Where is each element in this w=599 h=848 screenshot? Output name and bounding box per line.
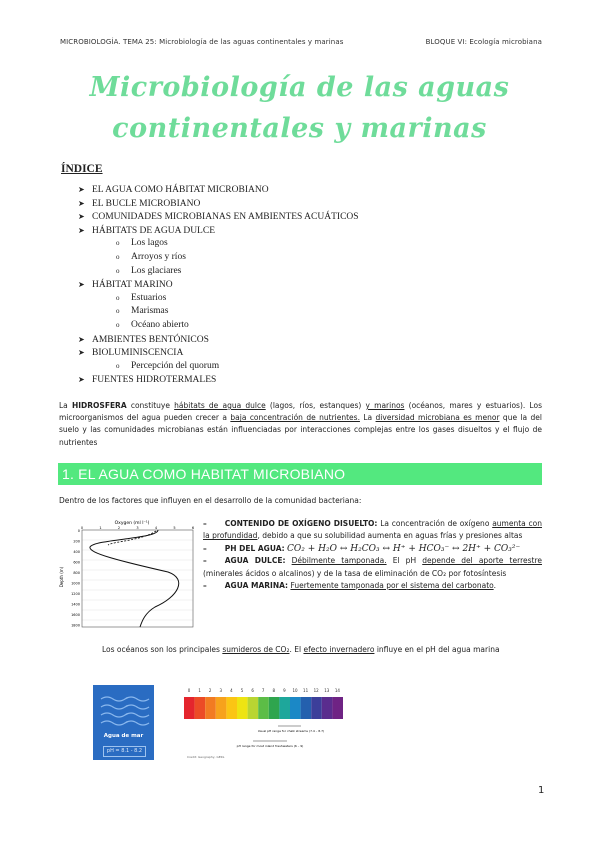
circle-bullet-icon: o <box>116 293 120 302</box>
index-item-label: AMBIENTES BENTÓNICOS <box>92 334 209 345</box>
ph-color-swatch <box>248 697 259 719</box>
graph-ytick: 800 <box>73 571 80 575</box>
ocean-paragraph: Los océanos son los principales sumideros de CO₂. El efecto invernadero influye en el pH del agua marina <box>102 645 500 654</box>
index-item-label: Arroyos y ríos <box>131 251 186 262</box>
ph-color-swatch <box>258 697 269 719</box>
ph-number: 10 <box>292 688 298 693</box>
seawater-ph-card <box>93 685 154 760</box>
index-subitem <box>78 319 498 333</box>
ph-number: 11 <box>303 688 309 693</box>
graph-ytick: 400 <box>73 550 80 554</box>
ph-number: 14 <box>334 688 340 693</box>
section-lead: Dentro de los factores que influyen en el desarrollo de la comunidad bacteriana: <box>59 496 362 505</box>
graph-ytick: 1000 <box>71 581 80 586</box>
ph-number: 4 <box>230 688 233 693</box>
ph-color-swatch <box>184 697 195 719</box>
arrow-bullet-icon: ➤ <box>78 348 85 358</box>
index-item-label: Los lagos <box>131 238 168 249</box>
ph-color-swatch <box>195 697 206 719</box>
index-subitem <box>78 360 498 374</box>
index-item-label: BIOLUMINISCENCIA <box>92 348 184 359</box>
section-heading-bar <box>58 463 542 485</box>
graph-ylabel: Depth (m) <box>59 566 64 588</box>
ph-number: 6 <box>251 688 254 693</box>
ph-number: 9 <box>283 688 286 693</box>
graph-xtick: 0 <box>80 526 84 530</box>
ph-number: 7 <box>261 688 265 693</box>
graph-xtick: 4 <box>154 526 158 530</box>
ph-number: 12 <box>313 688 319 693</box>
water-wave-icon <box>99 691 148 729</box>
index-item-label: COMUNIDADES MICROBIANAS EN AMBIENTES ACUÁTICOS <box>92 212 359 223</box>
graph-ytick: 1600 <box>71 613 80 617</box>
section-heading: 1. EL AGUA COMO HABITAT MICROBIANO <box>62 466 346 482</box>
ph-color-swatch <box>226 697 237 719</box>
index-item-label: Los glaciares <box>131 265 182 276</box>
index-subitem <box>78 265 498 279</box>
graph-ytick: 600 <box>73 560 80 565</box>
circle-bullet-icon: o <box>116 361 120 370</box>
index-item <box>78 346 498 360</box>
index-item <box>78 333 498 347</box>
arrow-bullet-icon: ➤ <box>78 212 85 222</box>
arrow-bullet-icon: ➤ <box>78 185 85 194</box>
index-item-label: Marismas <box>131 306 169 317</box>
oxygen-curve <box>90 530 179 627</box>
graph-xtick: 2 <box>117 526 121 530</box>
ph-color-swatch <box>205 697 216 719</box>
graph-ytick: 0 <box>77 529 80 533</box>
ph-color-swatch <box>311 697 322 719</box>
arrow-bullet-icon: ➤ <box>78 225 85 235</box>
ph-color-swatch <box>301 697 312 719</box>
arrow-bullet-icon: ➤ <box>78 198 85 208</box>
ph-number: 2 <box>208 688 212 693</box>
index-subitem <box>78 251 498 265</box>
header-left: MICROBIOLOGÍA. TEMA 25: Microbiología de las aguas continentales y marinas <box>60 38 344 46</box>
ph-number: 1 <box>198 688 201 693</box>
graph-ytick: 1400 <box>71 602 80 607</box>
index-subitem <box>78 237 498 251</box>
circle-bullet-icon: o <box>116 266 120 275</box>
circle-bullet-icon: o <box>116 320 120 329</box>
index-item-label: EL BUCLE MICROBIANO <box>92 198 201 209</box>
oxygen-depth-graph <box>60 517 198 630</box>
index-item-label: Percepción del quorum <box>131 360 220 371</box>
graph-ytick: 200 <box>73 539 80 544</box>
circle-bullet-icon: o <box>116 307 120 316</box>
ph-color-swatch <box>269 697 280 719</box>
ph-number: 3 <box>219 688 223 693</box>
seawater-label: Agua de mar <box>103 733 144 739</box>
index-heading: ÍNDICE <box>61 163 103 175</box>
table-of-contents <box>78 183 498 387</box>
graph-xtick: 3 <box>136 526 139 530</box>
graph-title: Oxygen (ml l⁻¹) <box>114 521 150 526</box>
bullet-freshwater: – AGUA DULCE: Débilmente tamponada. El pH depende del aporte terrestre (minerales ácidos o alcalinos) y de la tasa de eliminación de CO₂ por fotosíntesis <box>203 556 542 578</box>
factor-list <box>203 518 542 592</box>
ph-color-swatch <box>332 697 343 719</box>
document-title-line2: continentales y marinas <box>112 113 487 144</box>
arrow-bullet-icon: ➤ <box>78 375 85 385</box>
ph-color-swatch <box>216 697 227 719</box>
index-item-label: FUENTES HIDROTERMALES <box>92 375 217 386</box>
header-right: BLOQUE VI: Ecología microbiana <box>425 38 542 46</box>
index-subitem <box>78 292 498 306</box>
ph-range-label-1: Usual pH range for chalk streams (7.4 – 8.7) <box>257 729 325 733</box>
index-item-label: HÁBITAT MARINO <box>92 280 173 291</box>
seawater-ph-value: pH = 8.1 - 8.2 <box>103 746 146 757</box>
index-item <box>78 197 498 211</box>
index-item-label: Estuarios <box>131 292 167 303</box>
index-item <box>78 210 498 224</box>
page-number: 1 <box>538 785 545 796</box>
ph-scale-credit: Credit: Geography, GERL <box>187 755 225 759</box>
ph-number: 13 <box>324 688 330 693</box>
ph-color-swatch <box>290 697 301 719</box>
ph-number: 5 <box>240 688 244 693</box>
ph-range-label-2: pH range for most inland freshwaters (6 – 9) <box>236 744 304 748</box>
index-item-label: EL AGUA COMO HÁBITAT MICROBIANO <box>92 185 269 195</box>
ph-number: 8 <box>272 688 276 693</box>
index-item-label: Océano abierto <box>131 319 189 330</box>
ph-color-swatch <box>237 697 248 719</box>
ph-color-swatch <box>279 697 290 719</box>
intro-paragraph: La HIDROSFERA constituye hábitats de agua dulce (lagos, ríos, estanques) y marinos (océanos, mares y estuarios). Los microorganismos del agua pueden crecer a baja concentración de nutrientes. La diversidad microbiana es menor que la del suelo y las comunidades microbianas están influenciadas por interacciones complejas entre los gases disueltos y el flujo de nutrientes <box>59 401 543 447</box>
circle-bullet-icon: o <box>116 252 120 261</box>
bullet-ph: – PH DEL AGUA: CO₂ + H₂O ↔ H₂CO₃ ↔ H⁺ + HCO₃⁻ ↔ 2H⁺ + CO₃²⁻ <box>203 543 521 554</box>
index-item-label: HÁBITATS DE AGUA DULCE <box>92 225 216 236</box>
bullet-seawater: – AGUA MARINA: Fuertemente tamponada por el sistema del carbonato. <box>203 581 497 591</box>
ph-scale-figure <box>183 686 353 766</box>
index-subitem <box>78 305 498 319</box>
arrow-bullet-icon: ➤ <box>78 334 85 344</box>
graph-xtick: 1 <box>99 526 102 530</box>
graph-ytick: 1800 <box>71 623 80 628</box>
index-item <box>78 183 498 197</box>
arrow-bullet-icon: ➤ <box>78 280 85 290</box>
graph-frame <box>82 530 193 627</box>
index-item <box>78 278 498 292</box>
graph-ytick: 1200 <box>71 592 80 596</box>
document-title-line1: Microbiología de las aguas <box>89 72 510 103</box>
graph-xtick: 6 <box>191 526 195 530</box>
index-item <box>78 224 498 238</box>
graph-xtick: 5 <box>173 526 176 530</box>
bullet-oxygen: – CONTENIDO DE OXÍGENO DISUELTO: La concentración de oxígeno aumenta con la profundidad, debido a que su solubilidad aumenta en aguas frías y presiones altas <box>203 519 542 541</box>
ph-number: 0 <box>187 688 191 693</box>
ph-color-swatch <box>322 697 333 719</box>
circle-bullet-icon: o <box>116 239 120 248</box>
index-item <box>78 373 498 387</box>
